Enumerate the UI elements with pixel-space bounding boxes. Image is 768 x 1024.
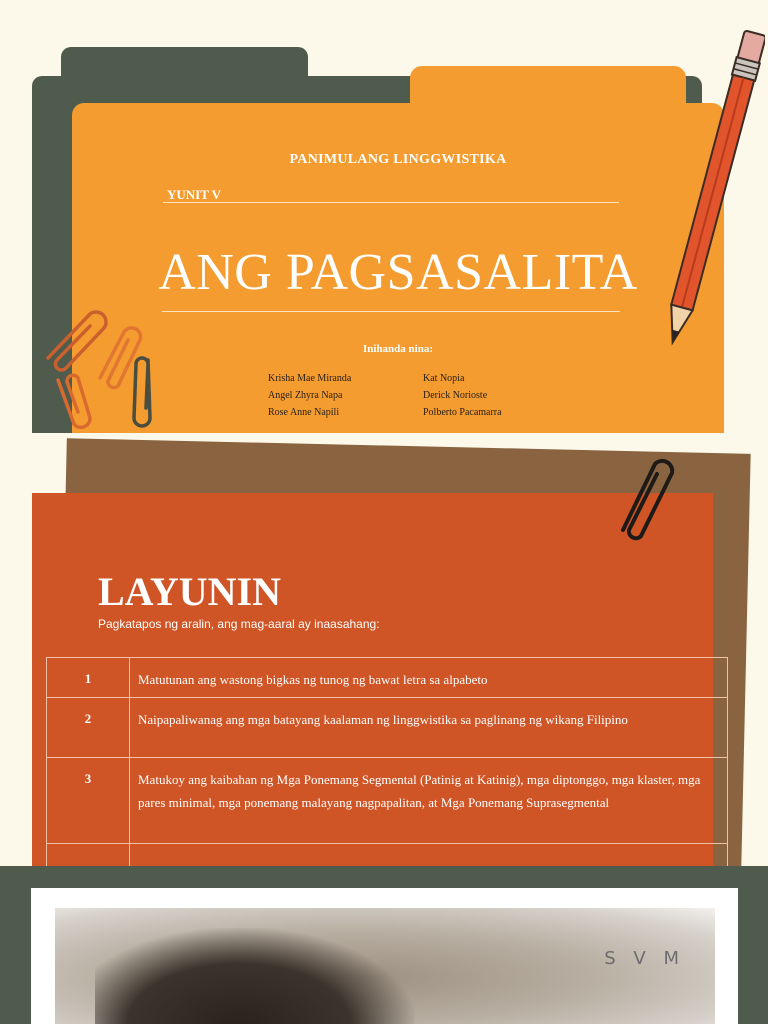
objective-text: Matukoy ang kaibahan ng Mga Ponemang Segmental (Patinig at Katinig), mga diptonggo, mga klaster, mga pares minimal, mga ponemang malayang nagpapalitan, at Mga Ponemang Suprasegmental — [130, 758, 728, 844]
objective-number: 1 — [47, 658, 130, 698]
portrait-photo — [55, 908, 715, 1024]
objective-text: Naipapaliwanag ang mga batayang kaalaman ng linggwistika sa paglinang ng wikang Filipino — [130, 698, 728, 758]
paperclip-icon — [605, 448, 675, 543]
table-row — [47, 758, 728, 844]
unit-divider — [163, 202, 619, 203]
author-name: Rose Anne Napili — [268, 407, 340, 418]
author-name: Polberto Pacamarra — [423, 407, 502, 418]
objectives-title: LAYUNIN — [98, 569, 282, 614]
photo-letters: S V M — [604, 948, 685, 969]
table-row — [47, 698, 728, 758]
table-row — [47, 658, 728, 698]
course-name: PANIMULANG LINGGWISTIKA — [289, 152, 507, 167]
author-name: Angel Zhyra Napa — [268, 390, 343, 401]
pencil-icon — [655, 18, 765, 358]
objective-number: 3 — [47, 758, 130, 844]
objective-number: 2 — [47, 698, 130, 758]
author-name: Krisha Mae Miranda — [268, 373, 352, 384]
objectives-table — [46, 657, 728, 874]
photo-subject — [95, 928, 415, 1024]
author-name: Derick Norioste — [423, 390, 488, 401]
paperclip-icon — [38, 300, 178, 440]
author-name: Kat Nopia — [423, 373, 465, 384]
page-title: ANG PAGSASALITA — [158, 244, 638, 301]
objectives-subtitle: Pagkatapos ng aralin, ang mag-aaral ay inaasahang: — [98, 617, 380, 631]
unit-label: YUNIT V — [167, 187, 222, 202]
title-divider — [162, 311, 620, 312]
prepared-by-label: Inihanda nina: — [362, 343, 433, 355]
objective-text: Matutunan ang wastong bigkas ng tunog ng bawat letra sa alpabeto — [130, 658, 728, 698]
